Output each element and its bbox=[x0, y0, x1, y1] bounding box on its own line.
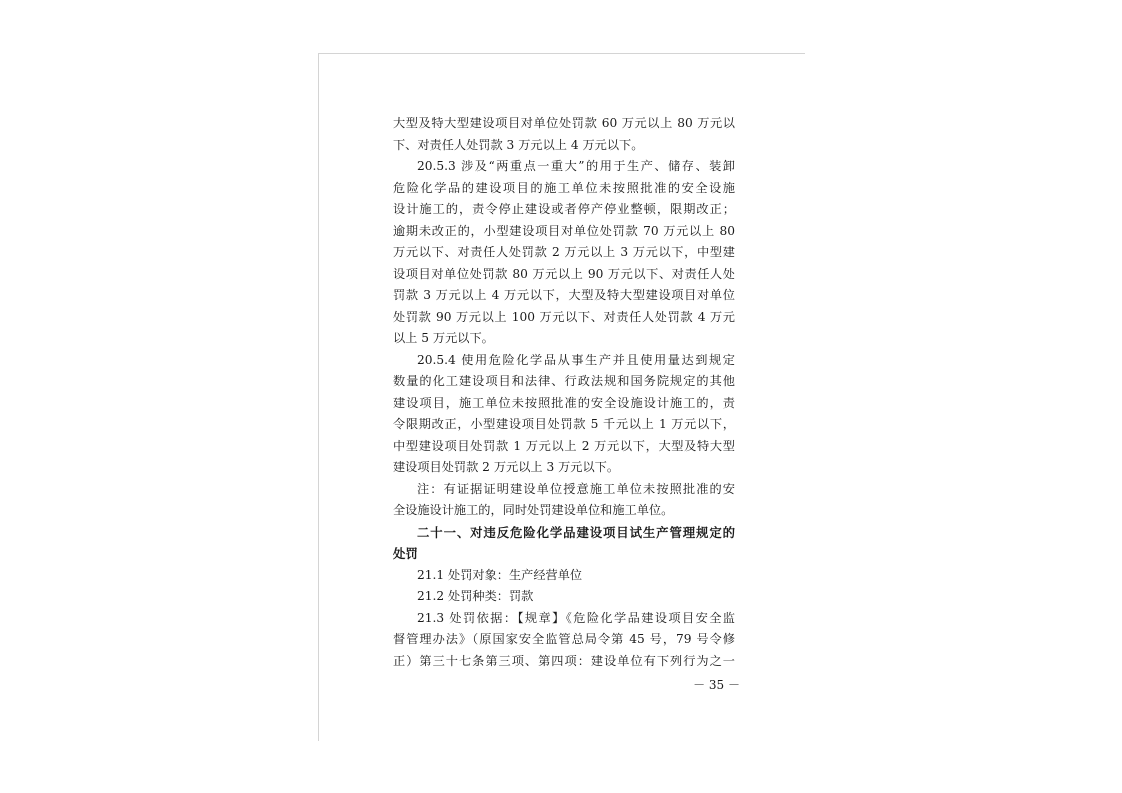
text-line: 大型及特大型建设项目对单位处罚款 60 万元以上 80 万元以 bbox=[393, 116, 735, 130]
text-line: 逾期未改正的，小型建设项目对单位处罚款 70 万元以上 80 bbox=[393, 223, 735, 238]
text-line: 全设施设计施工的，同时处罚建设单位和施工单位。 bbox=[393, 503, 674, 517]
text-line: 建设项目，施工单位未按照批准的安全设施设计施工的，责 bbox=[393, 395, 735, 410]
section-heading: 二十一、对违反危险化学品建设项目试生产管理规定的 bbox=[417, 524, 735, 540]
text-line: 危险化学品的建设项目的施工单位未按照批准的安全设施 bbox=[393, 180, 735, 195]
text-line: 注：有证据证明建设单位授意施工单位未按照批准的安 bbox=[417, 481, 735, 496]
text-line: 21.1 处罚对象：生产经营单位 bbox=[417, 567, 583, 582]
text-line: 设项目对单位处罚款 80 万元以上 90 万元以下、对责任人处 bbox=[393, 266, 735, 281]
text-line: 以上 5 万元以下。 bbox=[393, 331, 494, 345]
text-line: 万元以下、对责任人处罚款 2 万元以上 3 万元以下，中型建 bbox=[393, 245, 735, 259]
text-line: 设计施工的，责令停止建设或者停产停业整顿，限期改正； bbox=[393, 202, 735, 216]
section-heading: 处罚 bbox=[393, 546, 418, 561]
page-left-border bbox=[318, 53, 319, 741]
text-line: 中型建设项目处罚款 1 万元以上 2 万元以下，大型及特大型 bbox=[393, 438, 735, 453]
text-line: 令限期改正，小型建设项目处罚款 5 千元以上 1 万元以下， bbox=[393, 417, 735, 431]
text-line: 21.3 处罚依据：【规章】《危险化学品建设项目安全监 bbox=[417, 610, 735, 625]
text-line: 罚款 3 万元以上 4 万元以下，大型及特大型建设项目对单位 bbox=[393, 288, 735, 302]
text-line: 20.5.3 涉及“两重点一重大”的用于生产、储存、装卸 bbox=[417, 159, 735, 173]
text-line: 处罚款 90 万元以上 100 万元以下、对责任人处罚款 4 万元 bbox=[393, 309, 735, 324]
text-line: 数量的化工建设项目和法律、行政法规和国务院规定的其他 bbox=[393, 374, 735, 388]
text-line: 督管理办法》（原国家安全监管总局令第 45 号，79 号令修 bbox=[393, 632, 735, 646]
page-number: － 35 － bbox=[693, 678, 740, 692]
page-top-border bbox=[318, 53, 805, 54]
document-body bbox=[393, 113, 735, 672]
text-line: 正）第三十七条第三项、第四项：建设单位有下列行为之一 bbox=[393, 653, 735, 668]
text-line: 下、对责任人处罚款 3 万元以上 4 万元以下。 bbox=[393, 137, 644, 152]
text-line: 建设项目处罚款 2 万元以上 3 万元以下。 bbox=[393, 460, 620, 474]
text-line: 21.2 处罚种类：罚款 bbox=[417, 589, 534, 603]
text-line: 20.5.4 使用危险化学品从事生产并且使用量达到规定 bbox=[417, 352, 735, 367]
